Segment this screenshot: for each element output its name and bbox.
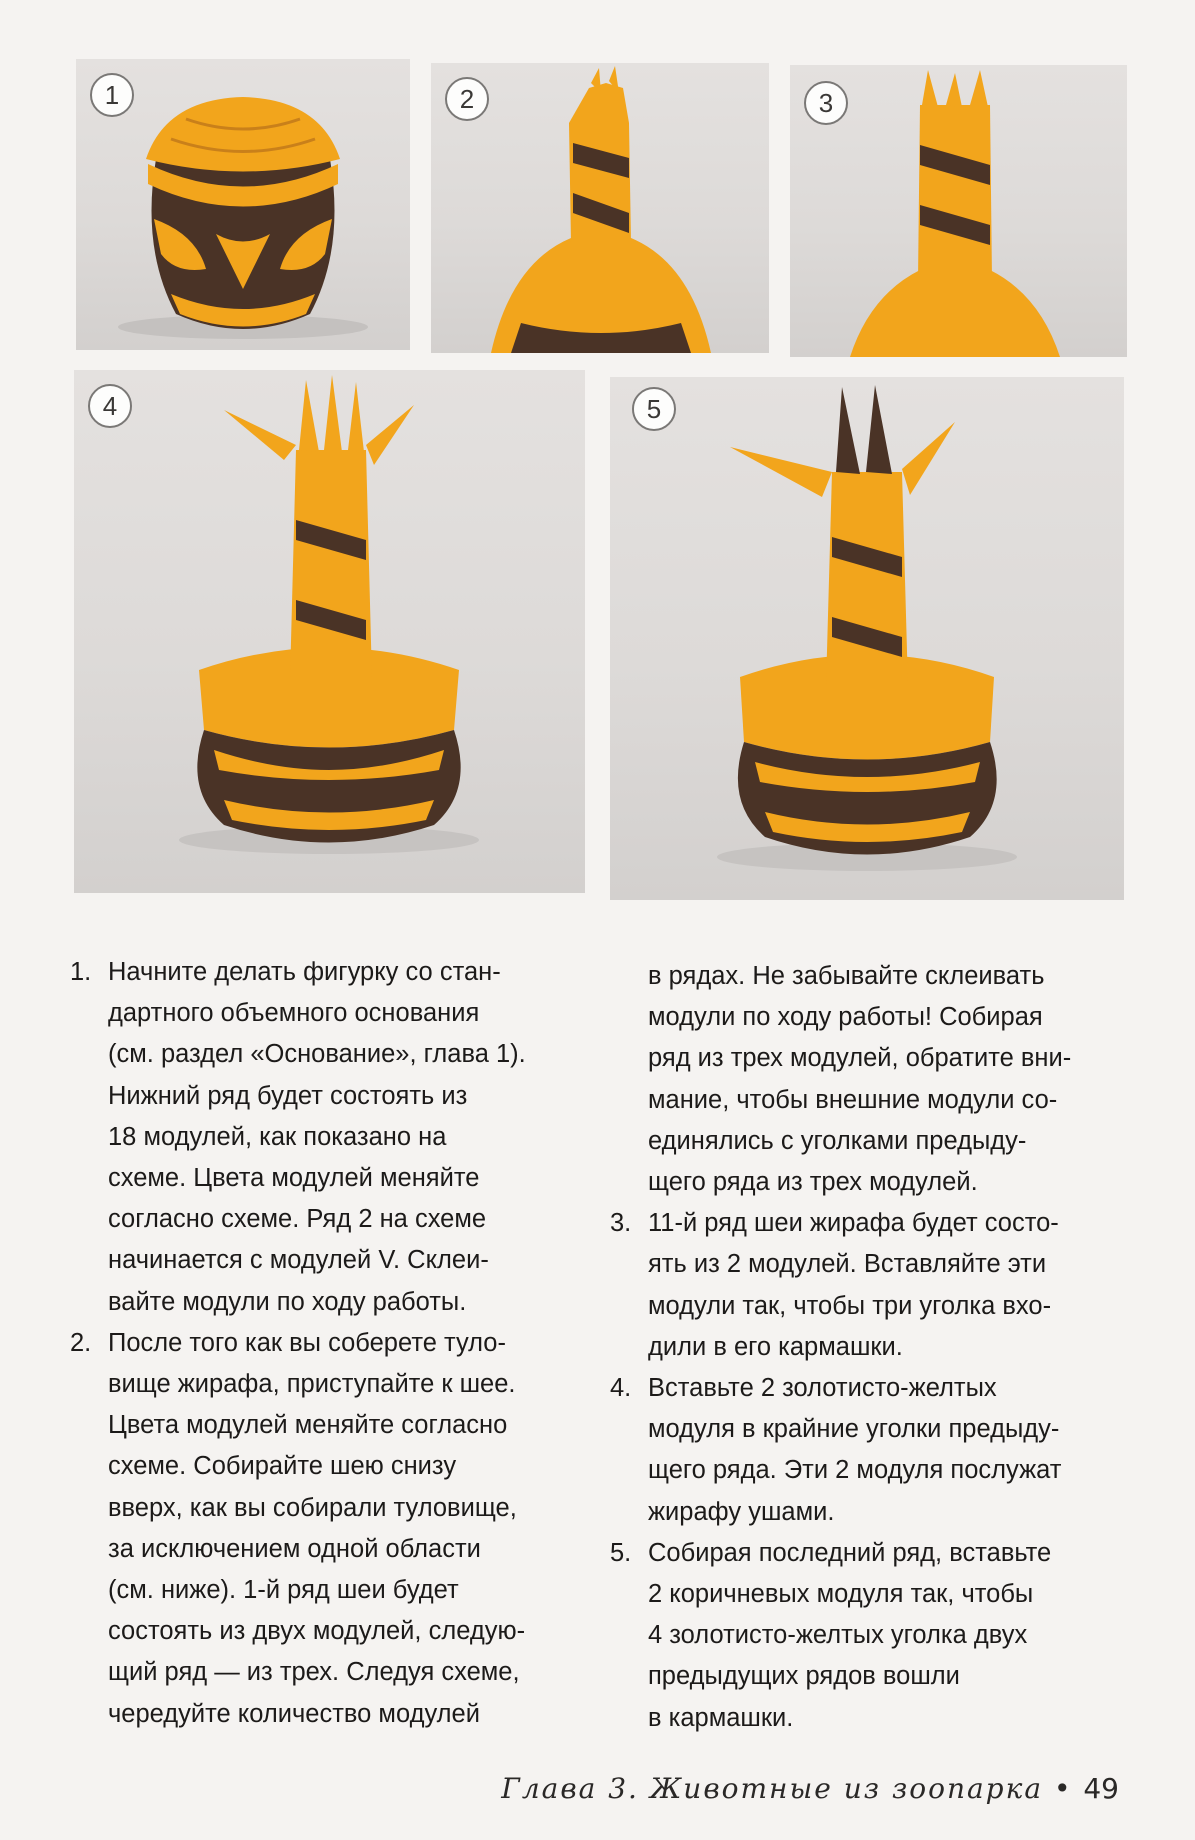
step-text-line: за исключением одной области bbox=[108, 1534, 481, 1563]
step-text-line: жирафу ушами. bbox=[648, 1497, 835, 1526]
step-text-line: ять из 2 модулей. Вставляйте эти bbox=[648, 1250, 1047, 1279]
step-text-line: схеме. Собирайте шею снизу bbox=[108, 1452, 457, 1481]
step-text-line: Собирая последний ряд, вставьте bbox=[648, 1538, 1052, 1567]
step-photo-3 bbox=[790, 65, 1127, 357]
step-badge: 4 bbox=[88, 384, 132, 428]
step-photo-4 bbox=[74, 370, 585, 893]
instructions-right-column bbox=[610, 956, 1130, 1739]
step-text-line: 18 модулей, как показано на bbox=[108, 1122, 447, 1151]
step-text-line: дартного объемного основания bbox=[108, 999, 480, 1028]
step-text-line: (см. раздел «Основание», глава 1). bbox=[108, 1040, 526, 1069]
step-text-line: модуля в крайние уголки предыду- bbox=[648, 1415, 1060, 1444]
step-item-4 bbox=[610, 1368, 1130, 1533]
chapter-title: Глава 3. Животные из зоопарка bbox=[501, 1772, 1044, 1805]
step-text-line: модули по ходу работы! Собирая bbox=[648, 1003, 1043, 1032]
step-text-line: После того как вы соберете туло- bbox=[108, 1328, 506, 1357]
page-footer bbox=[501, 1772, 1119, 1805]
step-text-line: Цвета модулей меняйте согласно bbox=[108, 1411, 508, 1440]
step-number: 1. bbox=[70, 958, 92, 986]
step-badge: 3 bbox=[804, 81, 848, 125]
step-text-line: ряд из трех модулей, обратите вни- bbox=[648, 1044, 1072, 1073]
step-item-3 bbox=[610, 1203, 1130, 1368]
step-text-line: в кармашки. bbox=[648, 1703, 794, 1732]
step-item-2 bbox=[70, 1323, 590, 1735]
step-2-continuation bbox=[610, 956, 1130, 1203]
step-number: 2. bbox=[70, 1328, 92, 1357]
step-text-line: схеме. Цвета модулей меняйте bbox=[108, 1164, 480, 1193]
step-text-line: дили в его кармашки. bbox=[648, 1332, 903, 1361]
page-number: 49 bbox=[1083, 1772, 1119, 1805]
step-text-line: мание, чтобы внешние модули со- bbox=[648, 1085, 1058, 1114]
step-text-line: щего ряда. Эти 2 модуля послужат bbox=[648, 1456, 1062, 1485]
footer-bullet: • bbox=[1053, 1772, 1073, 1805]
step-number: 5. bbox=[610, 1538, 632, 1567]
step-text-line: (см. ниже). 1-й ряд шеи будет bbox=[108, 1576, 459, 1605]
step-text-line: вище жирафа, приступайте к шее. bbox=[108, 1370, 516, 1399]
step-number: 3. bbox=[610, 1209, 632, 1238]
instructions-left-column bbox=[70, 952, 590, 1735]
step-text-line: 11-й ряд шеи жирафа будет состо- bbox=[648, 1209, 1059, 1238]
step-photo-1 bbox=[76, 59, 410, 350]
origami-giraffe-illustration bbox=[74, 370, 585, 893]
origami-giraffe-illustration bbox=[610, 377, 1124, 900]
step-text-line: Вставьте 2 золотисто-желтых bbox=[648, 1374, 997, 1403]
step-text-line: модули так, чтобы три уголка вхо- bbox=[648, 1291, 1052, 1320]
step-badge: 5 bbox=[632, 387, 676, 431]
step-text-line: единялись с уголками предыду- bbox=[648, 1126, 1027, 1155]
step-text-line: Нижний ряд будет состоять из bbox=[108, 1081, 468, 1110]
step-text-line: 4 золотисто-желтых уголка двух bbox=[648, 1621, 1028, 1650]
step-item-5 bbox=[610, 1533, 1130, 1739]
step-text-line: Начните делать фигурку со стан- bbox=[108, 958, 501, 986]
step-text-line: состоять из двух модулей, следую- bbox=[108, 1617, 526, 1646]
step-item-1 bbox=[70, 952, 590, 1323]
step-number: 4. bbox=[610, 1374, 632, 1403]
step-badge: 1 bbox=[90, 73, 134, 117]
step-photo-2 bbox=[431, 63, 769, 353]
step-text-line: 2 коричневых модуля так, чтобы bbox=[648, 1580, 1034, 1609]
step-text-line: чередуйте количество модулей bbox=[108, 1699, 480, 1728]
step-text-line: вайте модули по ходу работы. bbox=[108, 1287, 467, 1316]
step-text-line: вверх, как вы собирали туловище, bbox=[108, 1493, 517, 1522]
step-badge: 2 bbox=[445, 77, 489, 121]
step-text-line: в рядах. Не забывайте склеивать bbox=[648, 962, 1045, 990]
step-text-line: щего ряда из трех модулей. bbox=[648, 1168, 978, 1197]
step-text-line: предыдущих рядов вошли bbox=[648, 1662, 960, 1691]
step-photo-5 bbox=[610, 377, 1124, 900]
step-text-line: согласно схеме. Ряд 2 на схеме bbox=[108, 1205, 487, 1234]
step-text-line: щий ряд — из трех. Следуя схеме, bbox=[108, 1658, 520, 1687]
step-text-line: начинается с модулей V. Склеи- bbox=[108, 1246, 489, 1275]
